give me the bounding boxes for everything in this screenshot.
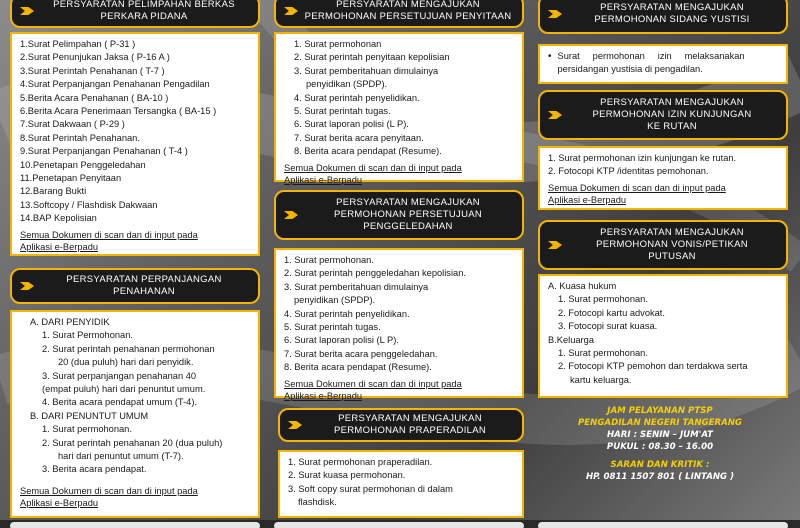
list-item: 2. Fotocopi KTP /identitas pemohonan. — [548, 166, 709, 177]
list-item: 1. Surat permohonan praperadilan. — [288, 457, 433, 467]
upload-note — [284, 162, 514, 187]
header-line: PERSYARATAN PELIMPAHAN BERKAS — [53, 0, 235, 10]
box-vonis-petikan — [538, 274, 788, 398]
requirement-list — [284, 38, 514, 159]
list-item: 7. Surat berita acara penggeledahan. — [284, 348, 438, 359]
upload-note — [20, 229, 250, 254]
note-line: Semua Dokumen di scan dan di input pada — [284, 378, 462, 389]
list-item: 1. Surat permohonan. — [558, 294, 648, 305]
bullet-icon: • — [548, 51, 552, 62]
list-item: 2. Surat perintah penyitaan kepolisian — [294, 52, 450, 63]
header-vonis-petikan — [538, 220, 788, 270]
box-izin-kunjungan — [538, 146, 788, 210]
list-item: 4. Surat perintah penyelidikan. — [294, 92, 420, 103]
list-item: B.Keluarga — [548, 334, 594, 345]
list-item: 1. Surat permohonan. — [284, 255, 374, 265]
list-item: 3. Fotocopi surat kuasa. — [558, 321, 658, 332]
list-item: flashdisk. — [298, 497, 337, 508]
note-line: Semua Dokumen di scan dan di input pada — [20, 485, 198, 496]
list-item: 3. Surat pemberitahuan dimulainya — [284, 281, 429, 292]
header-line: PERSYARATAN MENGAJUKAN — [336, 0, 480, 10]
bottom-pill — [538, 522, 788, 528]
service-hours — [560, 405, 760, 483]
court-name: PENGADILAN NEGERI TANGERANG — [578, 418, 742, 428]
header-line: PENAHANAN — [113, 286, 175, 297]
arrow-icon — [548, 111, 562, 119]
list-item: 1. Surat permohonan izin kunjungan ke rutan. — [548, 153, 737, 163]
requirement-list — [548, 152, 778, 179]
list-item: 12.Barang Bukti — [20, 186, 87, 197]
header-line: PERSYARATAN MENGAJUKAN — [338, 413, 482, 424]
bottom-pill — [274, 522, 524, 528]
requirement-list — [284, 254, 514, 375]
note-line: Aplikasi e-Berpadu — [20, 498, 99, 509]
list-item: 3. Berita acara pendapat. — [42, 464, 147, 475]
note-line: Aplikasi e-Berpadu — [284, 391, 363, 402]
list-item: A. DARI PENYIDIK — [30, 317, 110, 327]
list-item: 13.Softcopy / Flashdisk Dakwaan — [20, 199, 158, 210]
note-line: Semua Dokumen di scan dan di input pada — [20, 229, 198, 240]
header-line: PERMOHONAN PERSETUJUAN — [333, 209, 483, 220]
header-line: PERSYARATAN PERPANJANGAN — [66, 274, 222, 285]
header-line: PERMOHONAN VONIS/PETIKAN — [596, 239, 748, 250]
header-line: PERSYARATAN MENGAJUKAN — [600, 97, 744, 108]
requirement-list — [20, 38, 250, 226]
list-item: kartu keluarga. — [570, 374, 632, 385]
list-item: 2. Surat kuasa permohonan. — [288, 470, 406, 481]
header-line: PERMOHONAN SIDANG YUSTISI — [594, 14, 750, 25]
list-item: 2. Fotocopi KTP pemohon dan terdakwa serta — [558, 361, 748, 372]
list-item: 5.Berita Acara Penahanan ( BA-10 ) — [20, 92, 169, 103]
list-item: 3. Soft copy surat permohonan di dalam — [288, 483, 453, 494]
hours-title: JAM PELAYANAN PTSP — [607, 406, 713, 416]
header-perpanjangan-penahanan — [10, 268, 260, 304]
requirement-list — [20, 316, 250, 477]
arrow-icon — [284, 7, 298, 15]
list-item: 8. Berita acara pendapat (Resume). — [284, 362, 432, 373]
list-item: 8. Berita acara pendapat (Resume). — [294, 146, 442, 157]
header-line: PERMOHONAN PRAPERADILAN — [333, 425, 487, 436]
list-item: 3. Surat pemberitahuan dimulainya — [294, 65, 439, 76]
list-item: 14.BAP Kepolisian — [20, 213, 97, 224]
bullet-item — [548, 50, 778, 77]
arrow-icon — [548, 10, 562, 18]
header-pelimpahan-berkas — [10, 0, 260, 28]
note-line: Aplikasi e-Berpadu — [548, 195, 627, 206]
list-item: 20 (dua puluh) hari dari penyidik. — [58, 357, 194, 368]
list-item: 2. Surat perintah penahanan permohonan — [42, 343, 215, 354]
list-item: 2. Fotocopi kartu advokat. — [558, 307, 665, 318]
header-line: PERMOHONAN PERSETUJUAN PENYITAAN — [304, 11, 512, 22]
list-item: 6. Surat laporan polisi (L P). — [284, 335, 399, 346]
note-line: Semua Dokumen di scan dan di input pada — [548, 182, 726, 193]
list-item: 3. Surat perpanjangan penahanan 40 — [42, 370, 197, 381]
header-line: PERSYARATAN MENGAJUKAN — [600, 2, 744, 13]
header-persetujuan-penggeledahan — [274, 190, 524, 240]
header-izin-kunjungan — [538, 90, 788, 140]
list-item: 2. Surat perintah penahanan 20 (dua puluh) — [42, 437, 223, 448]
arrow-icon — [288, 421, 302, 429]
list-item: 3.Surat Perintah Penahanan ( T-7 ) — [20, 65, 165, 76]
box-pelimpahan-berkas — [10, 32, 260, 256]
list-item: penyidikan (SPDP). — [294, 295, 376, 306]
list-item: 8.Surat Perintah Penahanan. — [20, 132, 140, 143]
bottom-pill — [10, 522, 260, 528]
header-line: PERSYARATAN MENGAJUKAN — [600, 227, 744, 238]
list-item: 1. Surat Permohonan. — [42, 330, 133, 341]
list-item: hari dari penuntut umum (T-7). — [58, 451, 184, 462]
list-item: 4. Surat perintah penyelidikan. — [284, 308, 410, 319]
list-item: 1. Surat permohonan — [294, 39, 382, 49]
list-item: 5. Surat perintah tugas. — [284, 322, 381, 333]
contact-phone: HP. 0811 1507 801 ( LINTANG ) — [585, 472, 735, 482]
list-item: 5. Surat perintah tugas. — [294, 106, 391, 117]
header-line: PERMOHONAN IZIN KUNJUNGAN — [592, 109, 752, 120]
list-item: B. DARI PENUNTUT UMUM — [30, 410, 149, 421]
header-line: PENGGELEDAHAN — [363, 221, 453, 232]
list-item: 4.Surat Perpanjangan Penahanan Pengadilan — [20, 79, 210, 90]
header-line: KE RUTAN — [647, 121, 697, 132]
service-time: PUKUL : 08.30 – 16.00 — [606, 442, 714, 452]
arrow-icon — [548, 241, 562, 249]
list-item: 10.Penetapan Penggeledahan — [20, 159, 146, 170]
upload-note — [284, 378, 514, 403]
header-line: PUTUSAN — [648, 251, 696, 262]
list-item: 9.Surat Perpanjangan Penahanan ( T-4 ) — [20, 146, 188, 157]
service-days: HARI : SENIN – JUM'AT — [606, 430, 714, 440]
upload-note — [20, 485, 250, 510]
list-item: 1.Surat Pelimpahan ( P-31 ) — [20, 39, 136, 49]
list-item: 6.Berita Acara Penerimaan Tersangka ( BA-15 ) — [20, 106, 217, 117]
list-item: 7. Surat berita acara penyitaan. — [294, 132, 424, 143]
note-line: Aplikasi e-Berpadu — [20, 242, 99, 253]
box-persetujuan-penggeledahan — [274, 248, 524, 402]
list-item: 2. Surat perintah penggeledahan kepolisian. — [284, 268, 466, 279]
header-persetujuan-penyitaan — [274, 0, 524, 28]
arrow-icon — [284, 211, 298, 219]
list-item: penyidikan (SPDP). — [306, 79, 388, 90]
header-line: PERSYARATAN MENGAJUKAN — [336, 197, 480, 208]
note-line: Aplikasi e-Berpadu — [284, 175, 363, 186]
feedback-label: SARAN DAN KRITIK : — [610, 460, 710, 470]
list-item: 11.Penetapan Penyitaan — [20, 173, 122, 184]
list-item: A. Kuasa hukum — [548, 281, 617, 291]
header-line: PERKARA PIDANA — [100, 11, 188, 22]
box-praperadilan — [278, 450, 524, 518]
list-item: 7.Surat Dakwaan ( P-29 ) — [20, 119, 125, 130]
upload-note — [548, 182, 778, 207]
note-line: Semua Dokumen di scan dan di input pada — [284, 162, 462, 173]
header-sidang-yustisi — [538, 0, 788, 34]
box-perpanjangan-penahanan — [10, 310, 260, 518]
list-item: 1. Surat permohonan. — [558, 348, 648, 359]
bullet-line: Surat permohonan izin melaksanakan — [557, 51, 745, 61]
list-item: 6. Surat laporan polisi (L P). — [294, 119, 409, 130]
list-item: 1. Surat permohonan. — [42, 424, 132, 435]
list-item: 2.Surat Penunjukan Jaksa ( P-16 A ) — [20, 52, 170, 63]
requirement-list — [288, 456, 514, 510]
arrow-icon — [20, 282, 34, 290]
list-item: 4. Berita acara pendapat umum (T-4). — [42, 397, 198, 408]
arrow-icon — [20, 7, 34, 15]
requirement-list — [548, 280, 778, 387]
bullet-line: persidangan yustisia di pengadilan. — [557, 64, 703, 75]
box-persetujuan-penyitaan — [274, 32, 524, 186]
header-praperadilan — [278, 408, 524, 442]
list-item: (empat puluh) hari dari penuntut umum. — [42, 384, 206, 395]
box-sidang-yustisi — [538, 44, 788, 84]
